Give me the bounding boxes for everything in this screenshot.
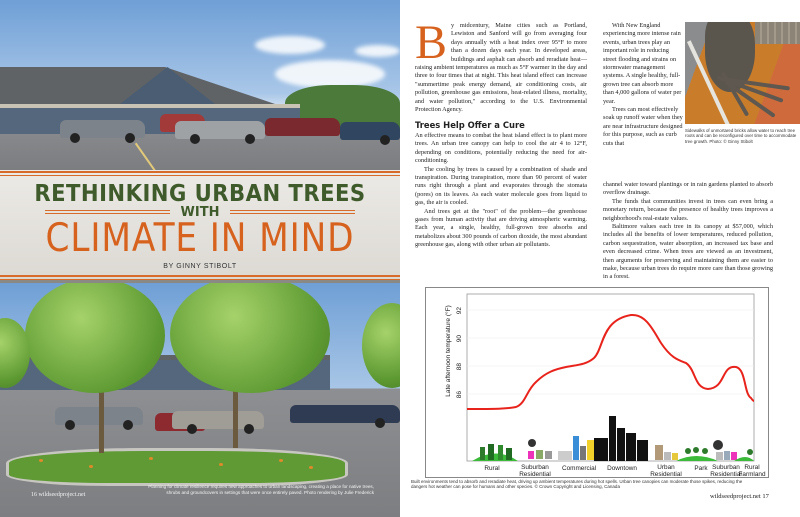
chart-caption: Built environments tend to absorb and reradiate heat, driving up ambient temperatures during hot spells. Urban tree canopies can moderate those spikes, reducing the dangers hot weather can pose for humans and other species. © Crown Copyright and Licensing, Canada	[411, 479, 743, 490]
y-tick: 90	[456, 335, 463, 343]
svg-text:Suburban: Suburban	[521, 464, 549, 471]
parking-lot-photo	[0, 0, 400, 170]
svg-text:Downtown: Downtown	[607, 465, 637, 472]
rule	[0, 175, 400, 176]
chart-svg	[426, 288, 768, 477]
car	[290, 405, 400, 423]
paragraph: The cooling by trees is caused by a combination of shade and transpiration. During transpiration, more than 90 percent of water runs right through a plant and evaporates through the stomata (pores) on its leaves. As each water molecule goes from liquid to gas, the air is cooled.	[415, 165, 587, 207]
svg-text:Residential: Residential	[710, 471, 742, 477]
paragraph: And trees get at the "root" of the problem—the greenhouse gases from human activity that are driving atmospheric warming. Each year, a single, healthy, full-grown tree absorbs and metabolizes about 300 pounds of carbon dioxide, the most abundant greenhouse gas, along with other urban air pollutants.	[415, 207, 587, 249]
tree-canopy	[362, 303, 400, 388]
page-folio: wildseedproject.net 17	[710, 493, 769, 500]
paragraph: Trees can most effectively soak up runoff water when they are near infrastructure designed for this purpose, such as curb cuts that	[603, 106, 683, 147]
paragraph: Baltimore values each tree in its canopy at $57,000, which includes all the benefits of lower temperatures, reduced pollution, carbon sequestration, water absorption, an increased tax base and even decreased crime. When trees are viewed as an investment, then arguments for preserving and maintaining them are easier to make, because urban trees do require more care than those growing in a forest.	[603, 223, 773, 281]
paragraph: An effective means to combat the heat island effect is to plant more trees. An urban tree canopy can help to cool the air 4 to 12°F, depending on conditions, potentially reducing the need for air-conditioning.	[415, 131, 587, 165]
car	[175, 121, 265, 139]
svg-text:Farmland: Farmland	[738, 471, 766, 477]
svg-text:Park: Park	[694, 465, 708, 472]
title-line2: CLIMATE IN MIND	[45, 216, 355, 261]
byline: BY GINNY STIBOLT	[163, 263, 237, 270]
intro-paragraph: y midcentury, Maine cities such as Portland, Lewiston and Sanford will go from averaging four days annually with a heat index over 95°F to more than a dozen days each year. In developed areas, buildings and asphalt can absorb and reradiate heat—raising ambient temperatures as much as 5°F warmer in the day and three to four times that at night. This heat island effect can increase "summertime peak energy demand, air conditioning costs, air pollution, greenhouse gas emissions, heat-related illness, mortality, and water pollution," according to the U.S. Environmental Protection Agency.	[415, 22, 587, 114]
text-column-2-continued	[603, 181, 773, 282]
rule	[0, 171, 400, 173]
heat-island-chart	[425, 287, 769, 478]
cloud	[355, 45, 400, 57]
rule	[0, 275, 400, 277]
photo-caption: Planning for climate resilience requires new approaches to urban landscaping, creating a place for native trees, shrubs and groundcovers in settings that were once entirely paved. Photo rendering by Julie Frederick	[148, 484, 374, 495]
x-axis-labels	[484, 464, 766, 477]
y-tick: 92	[456, 307, 463, 315]
tree-canopy	[25, 283, 165, 393]
photo-caption: Sidewalks of unmortared bricks allow water to reach tree roots and can be reconfigured over time to accommodate tree growth. Photo: © Ginny Stibolt	[685, 128, 797, 144]
parking-stripe	[135, 143, 157, 170]
svg-text:Residential: Residential	[650, 471, 682, 477]
svg-text:Rural: Rural	[484, 465, 500, 472]
paragraph: With New England experiencing more intense rain events, urban trees play an important role in reducing street flooding and strains on stormwater management systems. A single healthy, full-grown tree can absorb more than 4,000 gallons of water per year.	[603, 22, 682, 105]
rule	[0, 279, 400, 280]
car	[60, 120, 145, 138]
tree-rendering-photo	[0, 283, 400, 517]
text-column-2	[603, 22, 683, 148]
paragraph: The funds that communities invest in trees can even bring a monetary return, because the presence of healthy trees improves a neighborhood's real-estate values.	[603, 197, 773, 222]
car	[340, 122, 400, 140]
svg-text:Urban: Urban	[657, 464, 675, 471]
paragraph: channel water toward plantings or in rain gardens planted to absorb overflow drainage.	[603, 181, 773, 197]
title-banner	[0, 170, 400, 280]
drop-cap: B	[415, 16, 448, 69]
fence	[755, 22, 800, 44]
car	[172, 411, 264, 429]
y-tick: 88	[456, 363, 463, 371]
right-page	[400, 0, 800, 517]
text-column-1	[415, 16, 587, 250]
cloud	[255, 36, 325, 54]
title-with: WITH	[180, 205, 220, 220]
svg-text:Rural: Rural	[744, 464, 760, 471]
svg-text:Suburban: Suburban	[712, 464, 740, 471]
svg-text:Residential: Residential	[519, 471, 551, 477]
planted-island	[6, 448, 348, 486]
tree-roots-photo	[685, 22, 800, 124]
y-axis-label: Late afternoon temperature (°F)	[445, 305, 452, 397]
car	[265, 118, 340, 136]
rule	[230, 210, 355, 211]
y-tick: 86	[456, 391, 463, 399]
page-folio: 16 wildseedproject.net	[31, 492, 86, 498]
title-line1: RETHINKING URBAN TREES	[34, 181, 366, 207]
svg-text:Commercial: Commercial	[561, 465, 597, 472]
section-heading: Trees Help Offer a Cure	[415, 120, 525, 131]
cloud	[275, 60, 385, 88]
